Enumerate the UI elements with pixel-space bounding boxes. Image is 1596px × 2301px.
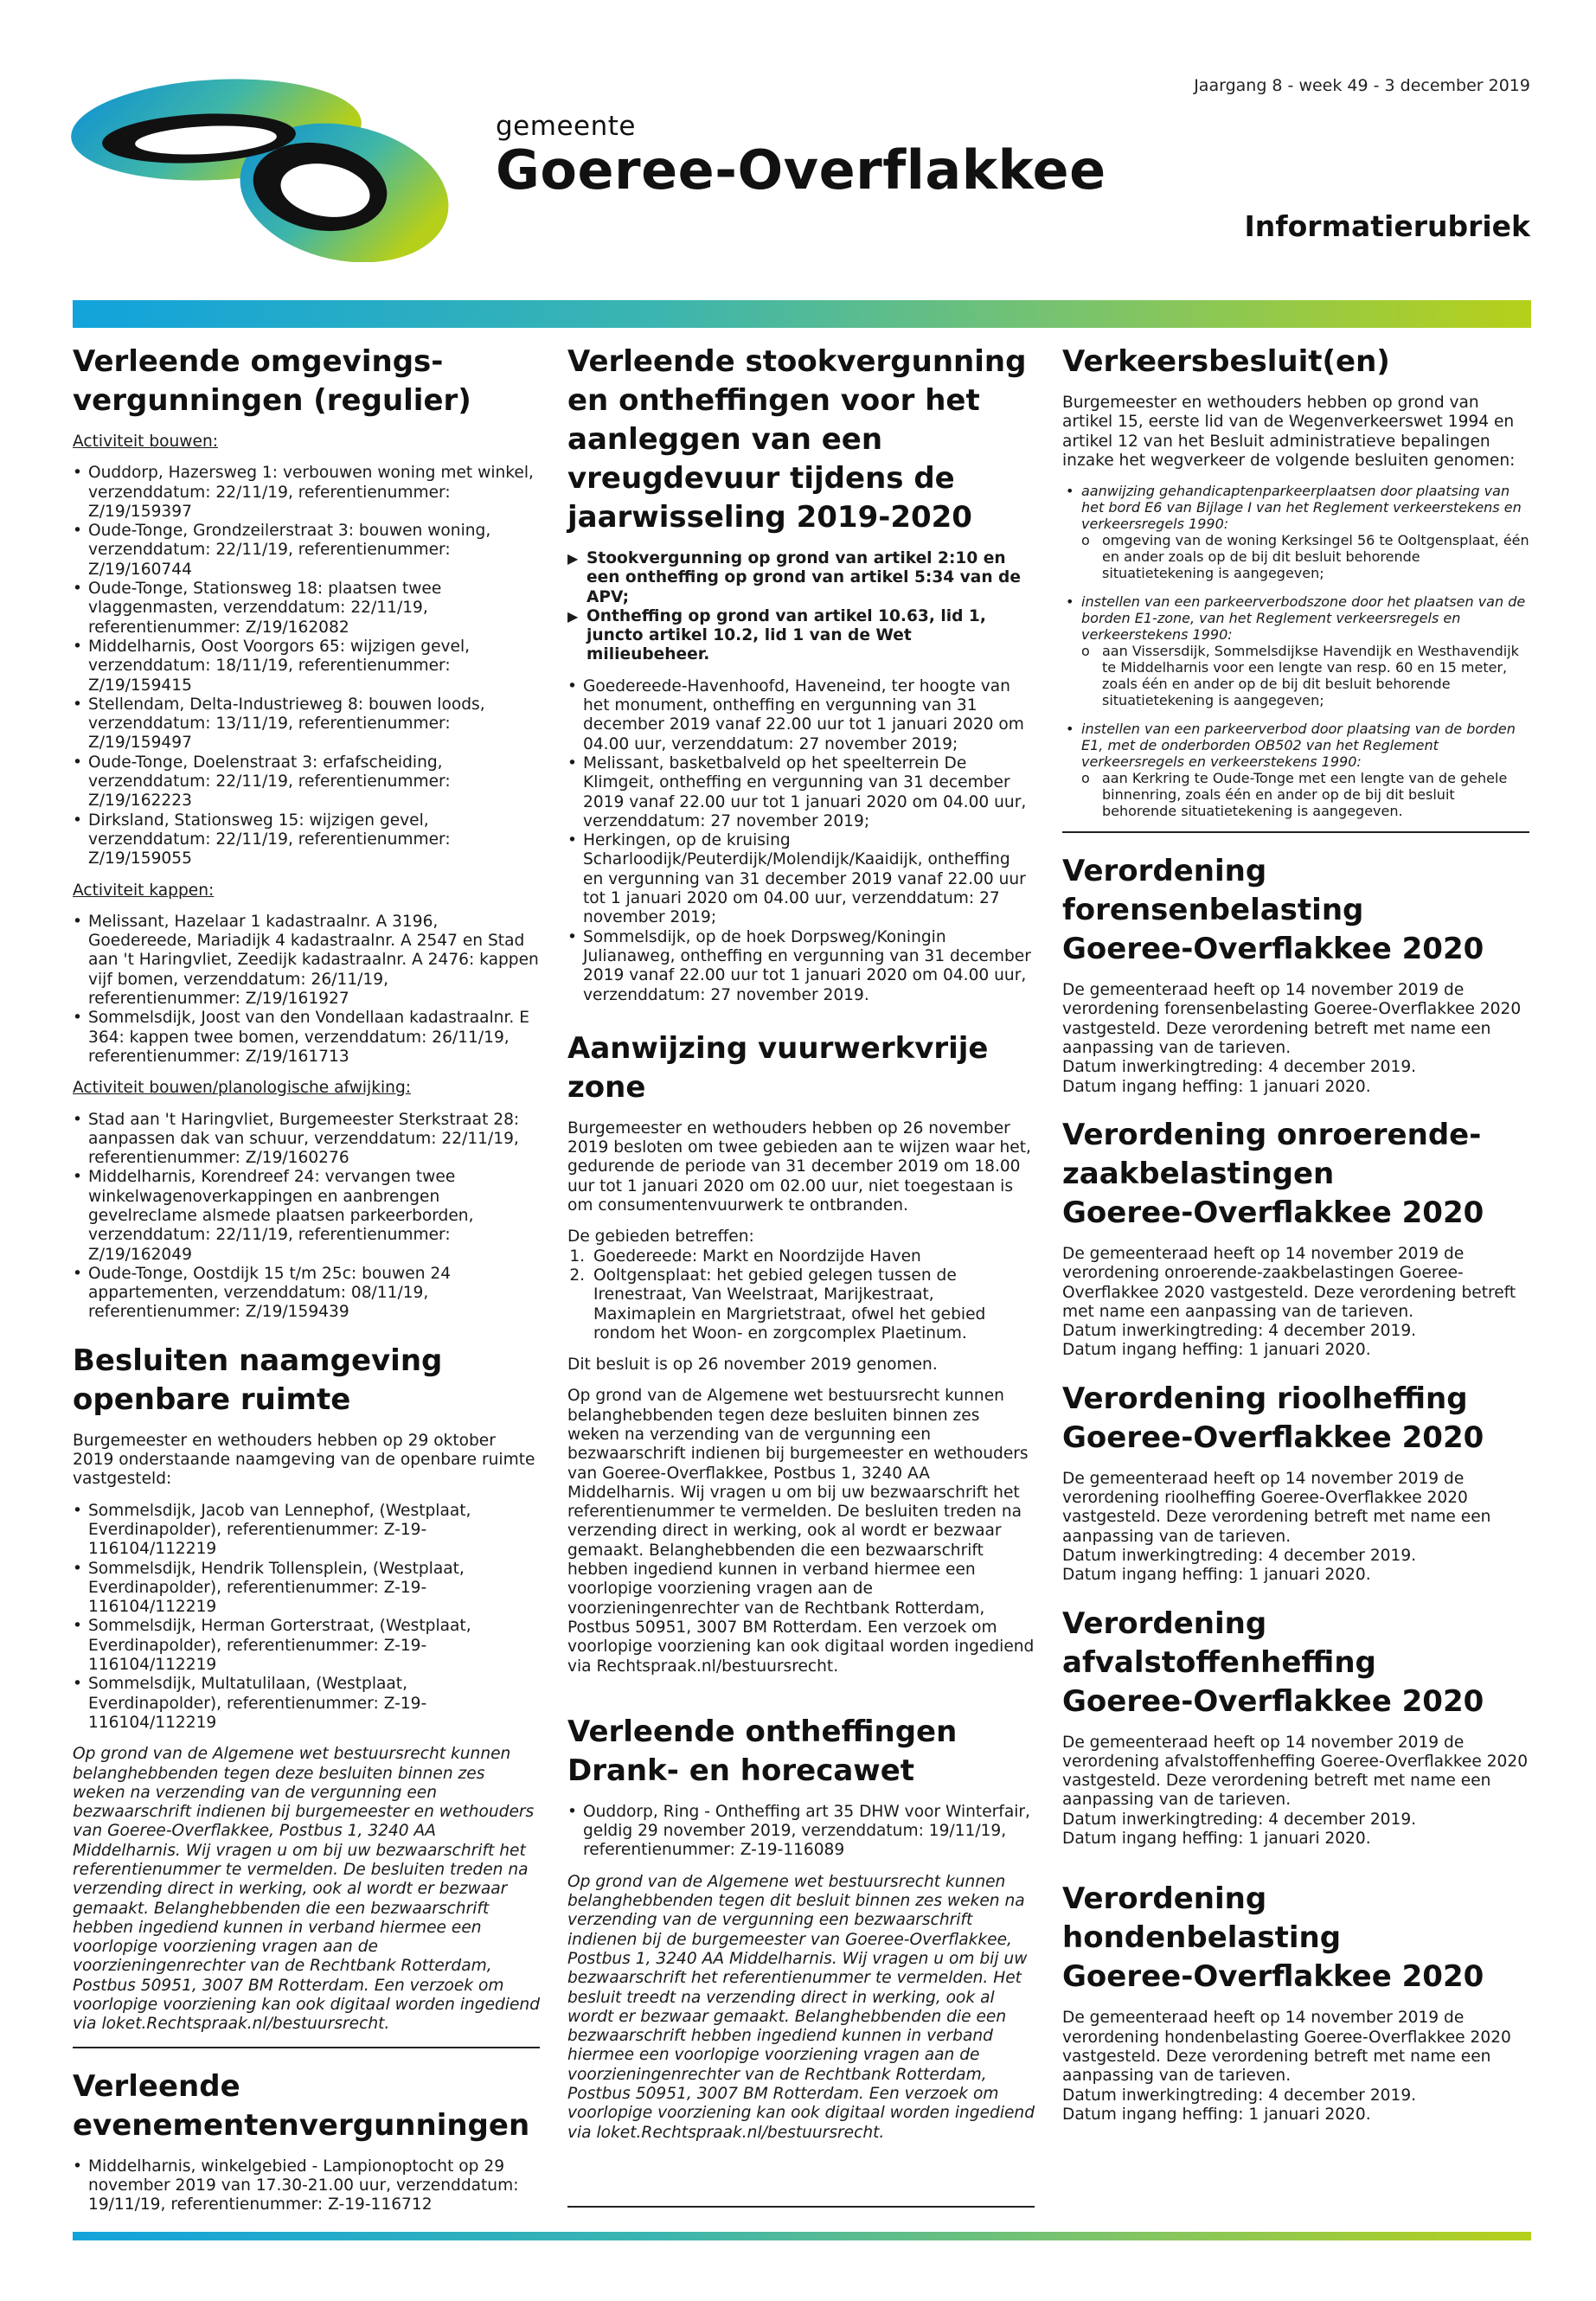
brand-small: gemeente: [496, 111, 636, 142]
list-evenementen: [73, 2157, 540, 2215]
section-title-stookvergunning: Verleende stookvergunning en ontheffingen voor het aanleggen van een vreugdevuur tijdens de jaarwisseling 2019-2020: [567, 344, 1027, 535]
list-bouwen: [73, 464, 540, 868]
subheading-bouwen: Activiteit bouwen:: [73, 433, 218, 451]
subheading-kappen: Activiteit kappen:: [73, 881, 215, 900]
forensen-body: De gemeenteraad heeft op 14 november 2019 de verordening forensenbelasting Goeree-Overflakkee 2020 vastgesteld. Deze verordening betreft met name een aanpassing van de tarieven. Datum inwerkingtreding: 4 december 2019. Datum ingang heffing: 1 januari 2020.: [1062, 981, 1522, 1096]
vuurwerk-besluit-datum: Dit besluit is op 26 november 2019 genomen.: [567, 1356, 938, 1375]
list-item: • Sommelsdijk, Joost van den Vondellaan kadastraalnr. E 364: kappen twee bomen, verzenddatum: 26/11/19, referentienummer: Z/19/161713: [73, 1009, 540, 1067]
list-item: 2. Ooltgensplaat: het gebied gelegen tussen de Irenestraat, Van Weelstraat, Marijkestraat, Maximaplein en Margrietstraat, ofwel het gebied rondom het Woon- en zorgcomplex Plaetinum.: [590, 1266, 1035, 1343]
footer-gradient-band: [73, 2232, 1531, 2240]
naamgeving-intro: Burgemeester en wethouders hebben op 29 oktober 2019 onderstaande naamgeving van de openbare ruimte vastgesteld:: [73, 1431, 535, 1489]
section-title-drank-horecawet: Verleende ontheffingen Drank- en horecawet: [567, 1714, 958, 1788]
afval-body: De gemeenteraad heeft op 14 november 2019 de verordening afvalstoffenheffing Goeree-Overflakkee 2020 vastgesteld. Deze verordening betreft met name een aanpassing van de tarieven. Datum inwerkingtreding: 4 december 2019. Datum ingang heffing: 1 januari 2020.: [1062, 1733, 1529, 1849]
divider: [73, 2047, 540, 2048]
column-2: [567, 343, 1035, 2155]
section-title-naamgeving: Besluiten naamgeving openbare ruimte: [73, 1343, 443, 1417]
column-3: [1062, 343, 1529, 2137]
list-ontheffingen: [567, 1803, 1035, 1861]
list-grondslag: [567, 549, 1035, 665]
verkeer-besluit-2-detail: o aan Vissersdijk, Sommelsdijkse Havendijk en Westhavendijk te Middelharnis voor een lengte van resp. 60 en 15 meter, zoals één en ander op de bij dit besluit behorende situatietekening is aangegeven;: [1062, 643, 1529, 708]
section-title-evenementen: Verleende evenementenvergunningen: [73, 2068, 530, 2143]
vuurwerk-intro: Burgemeester en wethouders hebben op 26 november 2019 besloten om twee gebieden aan te wijzen waar het, gedurende de periode van 31 december 2019 om 18.00 uur tot 1 januari 2020 om 02.00 uur, niet toegestaan is om consumentenvuurwerk te ontbranden.: [567, 1118, 1031, 1215]
list-item: • Melissant, basketbalveld op het speelterrein De Klimgeit, ontheffing en vergunning van 31 december 2019 vanaf 22.00 uur tot 1 januari 2020 om 04.00 uur, verzenddatum: 27 november 2019;: [567, 754, 1035, 831]
list-afwijking: [73, 1111, 540, 1323]
section-title-hondenbelasting: Verordening hondenbelasting Goeree-Overflakkee 2020: [1062, 1881, 1484, 1995]
gemeente-logo-icon: [69, 76, 450, 262]
section-title-verkeersbesluiten: Verkeersbesluit(en): [1062, 344, 1390, 379]
divider: [1062, 831, 1529, 833]
rubriek-title: Informatierubriek: [1244, 209, 1530, 243]
verkeer-besluit-2: • instellen van een parkeerverbodszone door het plaatsen van de borden E1-zone, van het Reglement verkeersregels en verkeerstekens 1990:: [1062, 593, 1529, 643]
list-item: • Stad aan 't Haringvliet, Burgemeester Sterkstraat 28: aanpassen dak van schuur, verzenddatum: 22/11/19, referentienummer: Z/19/160276: [73, 1111, 540, 1169]
list-item: ▶ Stookvergunning op grond van artikel 2:10 en een ontheffing op grond van artikel 5:34 van de APV;: [567, 549, 1035, 607]
list-item: • Oude-Tonge, Grondzeilerstraat 3: bouwen woning, verzenddatum: 22/11/19, referentienummer: Z/19/160744: [73, 522, 540, 580]
list-item: ▶ Ontheffing op grond van artikel 10.63, lid 1, juncto artikel 10.2, lid 1 van de Wet milieubeheer.: [567, 607, 1035, 665]
list-item: • Sommelsdijk, op de hoek Dorpsweg/Koningin Julianaweg, ontheffing en vergunning van 31 december 2019 vanaf 22.00 uur tot 1 januari 2020 om 04.00 uur, verzenddatum: 27 november 2019.: [567, 928, 1035, 1005]
ozb-body: De gemeenteraad heeft op 14 november 2019 de verordening onroerende-zaakbelastingen Goeree-Overflakkee 2020 vastgesteld. Deze verordening betreft met name een aanpassing van de tarieven. Datum inwerkingtreding: 4 december 2019. Datum ingang heffing: 1 januari 2020.: [1062, 1244, 1516, 1360]
list-item: • Melissant, Hazelaar 1 kadastraalnr. A 3196, Goedereede, Mariadijk 4 kadastraalnr. A 2547 en Stad aan 't Haringvliet, Zeedijk kadastraalnr. A 2476: kappen vijf bomen, verzenddatum: 26/11/19, referentienummer: Z/19/161927: [73, 913, 540, 1009]
list-item: • Sommelsdijk, Jacob van Lennephof, (Westplaat, Everdinapolder), referentienummer: Z-19-116104/112219: [73, 1502, 540, 1560]
list-item: • Dirksland, Stationsweg 15: wijzigen gevel, verzenddatum: 22/11/19, referentienummer: Z/19/159055: [73, 811, 540, 869]
verkeer-besluit-1-detail: o omgeving van de woning Kerksingel 56 te Ooltgensplaat, één en ander zoals op de bij dit besluit behorende situatietekening is aangegeven;: [1062, 532, 1529, 581]
drank-legal-text: Op grond van de Algemene wet bestuursrecht kunnen belanghebbenden tegen dit besluit binnen zes weken na verzending van de vergunning een bezwaarschrift indienen bij de burgemeester van Goeree-Overflakkee, Postbus 1, 3240 AA Middelharnis. Wij vragen u om bij uw bezwaarschrift het referentienummer te vermelden. Het besluit treedt na verzending direct in werking, ook al wordt er bezwaar gemaakt. Belanghebbenden die een bezwaarschrift hebben ingediend kunnen in verband hiermee een voorlopige voorziening vragen aan de voorzieningenrechter van de Rechtbank Rotterdam, Postbus 50951, 3007 BM Rotterdam. Een verzoek om voorlopige voorziening kan ook digitaal worden ingediend via loket.Rechtspraak.nl/bestuursrecht.: [567, 1872, 1035, 2142]
section-title-forensenbelasting: Verordening forensenbelasting Goeree-Overflakkee 2020: [1062, 854, 1484, 967]
list-item: • Middelharnis, winkelgebied - Lampionoptocht op 29 november 2019 van 17.30-21.00 uur, verzenddatum: 19/11/19, referentienummer: Z-19-116712: [73, 2157, 540, 2215]
section-title-ozb: Verordening onroerende- zaakbelastingen Goeree-Overflakkee 2020: [1062, 1117, 1484, 1230]
list-item: 1. Goedereede: Markt en Noordzijde Haven: [590, 1247, 1035, 1266]
header-gradient-band: [73, 300, 1531, 328]
list-item: • Stellendam, Delta-Industrieweg 8: bouwen loods, verzenddatum: 13/11/19, referentienummer: Z/19/159497: [73, 695, 540, 753]
brand-title: Goeree-Overflakkee: [496, 138, 1106, 202]
divider: [567, 2206, 1035, 2208]
list-item: • Oude-Tonge, Oostdijk 15 t/m 25c: bouwen 24 appartementen, verzenddatum: 08/11/19, referentienummer: Z/19/159439: [73, 1265, 540, 1323]
list-item: • Ouddorp, Hazersweg 1: verbouwen woning met winkel, verzenddatum: 22/11/19, referentienummer: Z/19/159397: [73, 464, 540, 522]
list-kappen: [73, 913, 540, 1067]
column-1: [73, 343, 540, 2227]
verkeer-besluit-1: • aanwijzing gehandicaptenparkeerplaatsen door plaatsing van het bord E6 van Bijlage I van het Reglement verkeerstekens en verkeersregels 1990:: [1062, 483, 1529, 532]
list-item: • Sommelsdijk, Hendrik Tollensplein, (Westplaat, Everdinapolder), referentienummer: Z-19-116104/112219: [73, 1560, 540, 1618]
verkeer-besluit-3: • instellen van een parkeerverbod door plaatsing van de borden E1, met de onderborden OB502 van het Reglement verkeersregels en verkeerstekens 1990:: [1062, 721, 1529, 770]
vuurwerk-gebieden-label: De gebieden betreffen:: [567, 1227, 754, 1247]
section-title-afvalstoffenheffing: Verordening afvalstoffenheffing Goeree-Overflakkee 2020: [1062, 1606, 1484, 1719]
honden-body: De gemeenteraad heeft op 14 november 2019 de verordening hondenbelasting Goeree-Overflakkee 2020 vastgesteld. Deze verordening betreft met name een aanpassing van de tarieven. Datum inwerkingtreding: 4 december 2019. Datum ingang heffing: 1 januari 2020.: [1062, 2009, 1511, 2124]
subheading-afwijking: Activiteit bouwen/planologische afwijking:: [73, 1079, 412, 1098]
list-item: • Middelharnis, Korendreef 24: vervangen twee winkelwagenoverkappingen en aanbrengen gevelreclame alsmede plaatsen parkeerborden, verzenddatum: 22/11/19, referentienummer: Z/19/162049: [73, 1168, 540, 1264]
list-item: • Ouddorp, Ring - Ontheffing art 35 DHW voor Winterfair, geldig 29 november 2019, verzenddatum: 19/11/19, referentienummer: Z-19-116089: [567, 1803, 1035, 1861]
riool-body: De gemeenteraad heeft op 14 november 2019 de verordening rioolheffing Goeree-Overflakkee 2020 vastgesteld. Deze verordening betreft met name een aanpassing van de tarieven. Datum inwerkingtreding: 4 december 2019. Datum ingang heffing: 1 januari 2020.: [1062, 1469, 1491, 1585]
vuurwerk-legal-text: Op grond van de Algemene wet bestuursrecht kunnen belanghebbenden tegen deze besluiten binnen zes weken na verzending van de vergunning een bezwaarschrift indienen bij burgemeester en wethouders van Goeree-Overflakkee, Postbus 1, 3240 AA Middelharnis. Wij vragen u om bij uw bezwaarschrift het referentienummer te vermelden. De besluiten treden na verzending direct in werking, ook al wordt er bezwaar gemaakt. Belanghebbenden die een bezwaarschrift hebben ingediend kunnen in verband hiermee een voorlopige voorziening vragen aan de voorzieningenrechter van de Rechtbank Rotterdam, Postbus 50951, 3007 BM Rotterdam. Een verzoek om voorlopige voorziening kan ook digitaal worden ingediend via Rechtspraak.nl/bestuursrecht.: [567, 1387, 1035, 1676]
list-item: • Oude-Tonge, Stationsweg 18: plaatsen twee vlaggenmasten, verzenddatum: 22/11/19, referentienummer: Z/19/162082: [73, 580, 540, 638]
list-item: • Sommelsdijk, Multatulilaan, (Westplaat, Everdinapolder), referentienummer: Z-19-116104/112219: [73, 1675, 540, 1733]
verkeer-intro: Burgemeester en wethouders hebben op grond van artikel 15, eerste lid van de Wegenverkeerswet 1994 en artikel 12 van het Besluit administratieve bepalingen inzake het wegverkeer de volgende besluiten genomen:: [1062, 394, 1516, 470]
section-title-vuurwerkvrije-zone: Aanwijzing vuurwerkvrije zone: [567, 1030, 989, 1105]
list-gebieden: [567, 1247, 1035, 1343]
list-item: • Sommelsdijk, Herman Gorterstraat, (Westplaat, Everdinapolder), referentienummer: Z-19-116104/112219: [73, 1617, 540, 1675]
list-item: • Middelharnis, Oost Voorgors 65: wijzigen gevel, verzenddatum: 18/11/19, referentienummer: Z/19/159415: [73, 638, 540, 695]
section-title-rioolheffing: Verordening rioolheffing Goeree-Overflakkee 2020: [1062, 1381, 1484, 1455]
verkeer-besluit-3-detail: o aan Kerkring te Oude-Tonge met een lengte van de gehele binnenring, zoals één en ander op de bij dit besluit behorende situatietekening is aangegeven.: [1062, 770, 1529, 819]
section-title-omgevingsvergunningen: Verleende omgevings- vergunningen (regulier): [73, 344, 471, 418]
list-item: • Herkingen, op de kruising Scharloodijk/Peuterdijk/Molendijk/Kaaidijk, ontheffing en vergunning van 31 december 2019 vanaf 22.00 uur tot 1 januari 2020 om 04.00 uur, verzenddatum: 27 november 2019;: [567, 831, 1035, 927]
list-item: • Oude-Tonge, Doelenstraat 3: erfafscheiding, verzenddatum: 22/11/19, referentienummer: Z/19/162223: [73, 753, 540, 811]
list-stookvergunningen: [567, 677, 1035, 1005]
list-naamgeving: [73, 1502, 540, 1734]
naamgeving-legal-text: Op grond van de Algemene wet bestuursrecht kunnen belanghebbenden tegen deze besluiten binnen zes weken na verzending van de vergunning een bezwaarschrift indienen bij burgemeester en wethouders van Goeree-Overflakkee, Postbus 1, 3240 AA Middelharnis. Wij vragen u om bij uw bezwaarschrift het referentienummer te vermelden. De besluiten treden na verzending direct in werking, ook al wordt er bezwaar gemaakt. Belanghebbenden die een bezwaarschrift hebben ingediend kunnen in verband hiermee een voorlopige voorziening vragen aan de voorzieningenrechter van de Rechtbank Rotterdam, Postbus 50951, 3007 BM Rotterdam. Een verzoek om voorlopige voorziening kan ook digitaal worden ingediend via loket.Rechtspraak.nl/bestuursrecht.: [73, 1745, 541, 2034]
list-item: • Goedereede-Havenhoofd, Haveneind, ter hoogte van het monument, ontheffing en vergunning van 31 december 2019 vanaf 22.00 uur tot 1 januari 2020 om 04.00 uur, verzenddatum: 27 november 2019;: [567, 677, 1035, 754]
edition-line: Jaargang 8 - week 49 - 3 december 2019: [1194, 76, 1530, 95]
